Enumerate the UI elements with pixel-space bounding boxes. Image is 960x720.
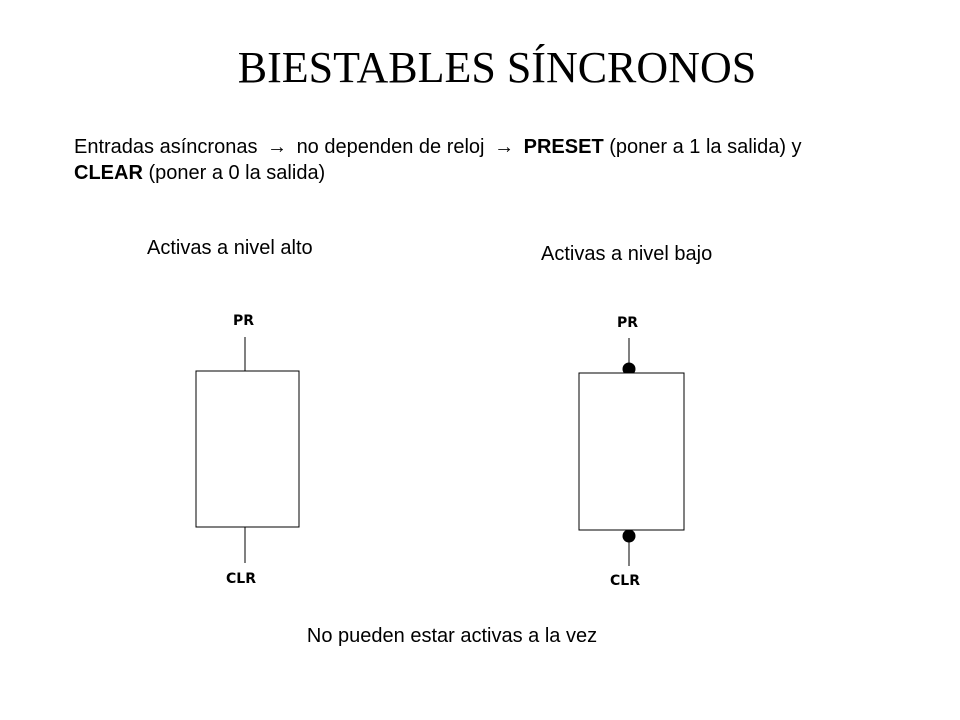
active-high-flipflop <box>196 337 299 563</box>
footer-note: No pueden estar activas a la vez <box>306 625 598 647</box>
active-high-clr-label: CLR <box>226 571 256 587</box>
active-low-label: Activas a nivel bajo <box>541 243 713 265</box>
intro-part-3: (poner a 1 la salida) y <box>609 136 802 158</box>
preset-term: PRESET <box>523 136 604 158</box>
clear-term: CLEAR <box>74 162 143 184</box>
active-low-pr-label: PR <box>617 315 639 331</box>
active-low-clr-label: CLR <box>610 573 640 589</box>
intro-part-1: Entradas asíncronas <box>74 136 258 158</box>
active-high-pr-label: PR <box>233 313 255 329</box>
slide-title: BIESTABLES SÍNCRONOS <box>237 43 757 92</box>
right-arrow-icon: → <box>267 136 287 158</box>
active-high-label: Activas a nivel alto <box>147 237 313 259</box>
intro-part-2: no dependen de reloj <box>296 136 485 158</box>
intro-part-4: (poner a 0 la salida) <box>148 162 326 184</box>
flipflop-box <box>579 373 684 530</box>
active-low-flipflop <box>579 338 684 566</box>
flipflop-box <box>196 371 299 527</box>
right-arrow-icon: → <box>494 136 515 158</box>
